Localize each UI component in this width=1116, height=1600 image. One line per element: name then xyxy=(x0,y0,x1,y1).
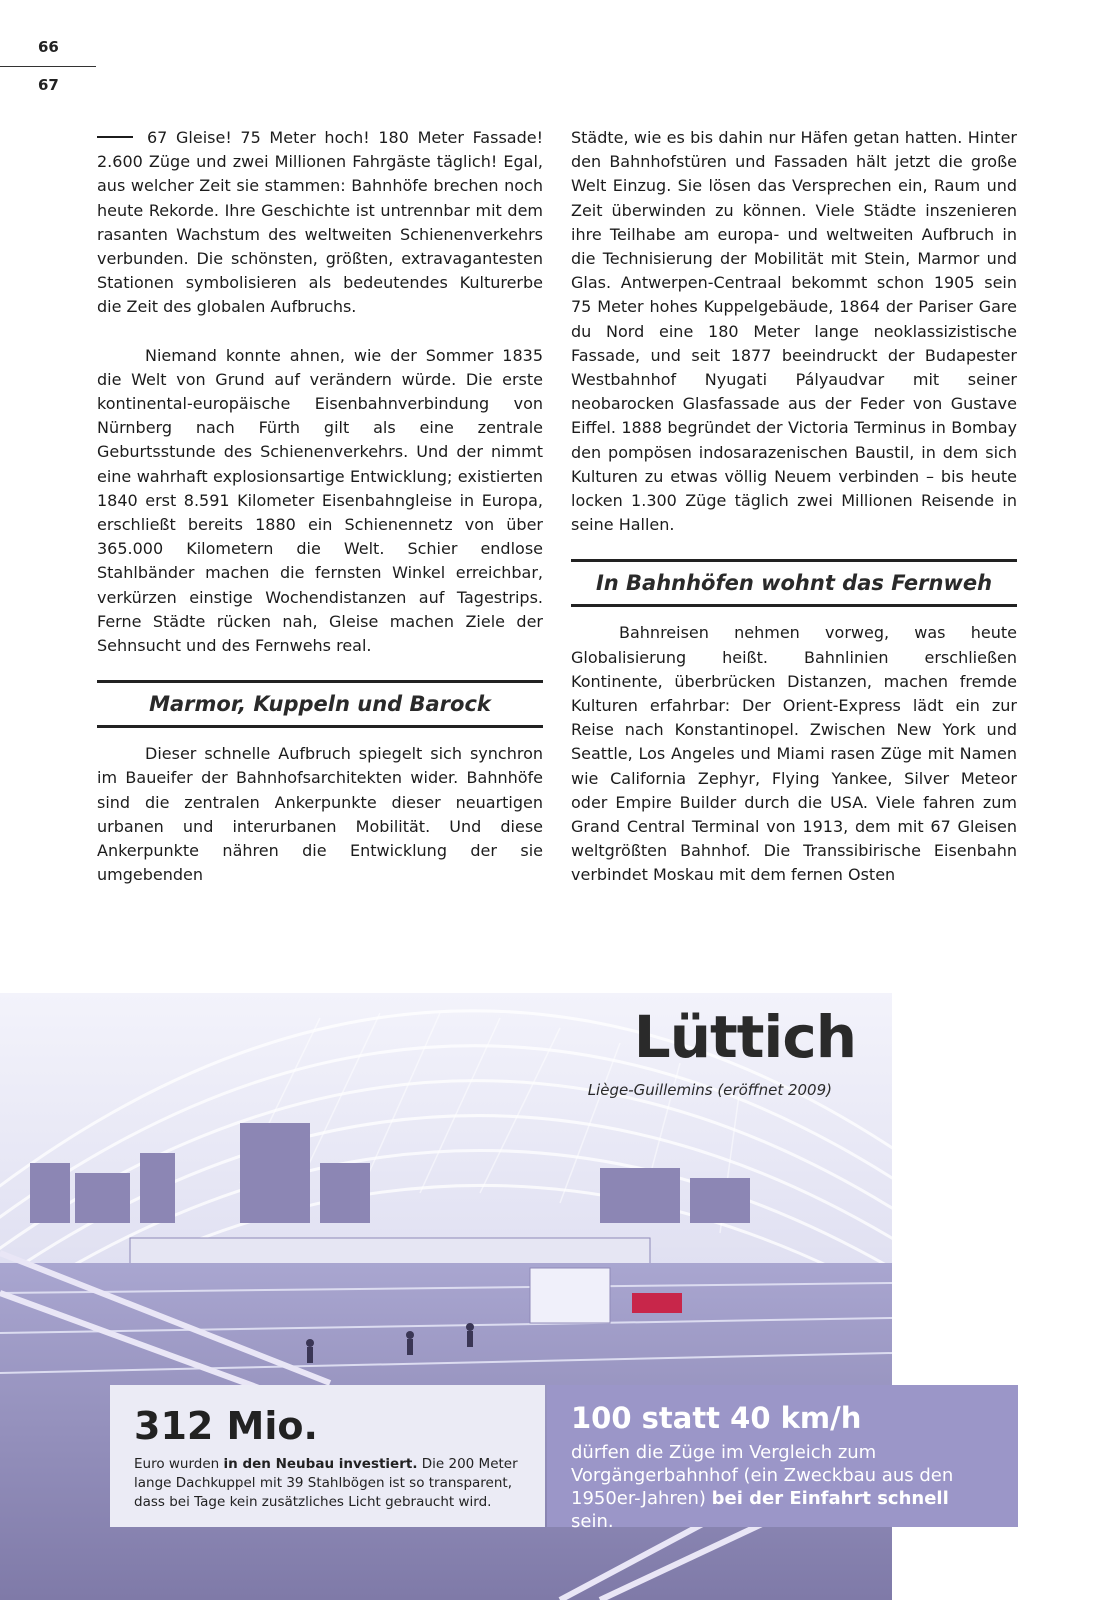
page-number-left: 66 xyxy=(38,38,59,56)
travel-paragraph: Bahnreisen nehmen vorweg, was heute Globalisierung heißt. Bahnlinien erschließen Kontinente, überbrücken Distanzen, machen fremde Kulturen erfahrbar: Der Orient-Express lädt ein zur Reise nach Konstantinopel. Zwischen New York und Seattle, Los Angeles und Miami rasen Züge mit Namen wie California Zephyr, Flying Yankee, Silver Meteor oder Empire Builder durch die USA. Viele fahren zum Grand Central Terminal von 1913, dem mit 67 Gleisen weltgrößten Bahnhof. Die Transsibirische Eisenbahn verbindet Moskau mit dem fernen Osten xyxy=(571,623,1017,885)
city-title: Lüttich xyxy=(633,1003,856,1071)
page-number-divider xyxy=(0,66,96,67)
architecture-paragraph: Dieser schnelle Aufbruch spiegelt sich synchron im Baueifer der Bahnhofsarchitekten wider. Bahnhöfe sind die zentralen Ankerpunkte dieser neuartigen urbanen und interurbanen Mobilität. Und diese Ankerpunkte nähren die Entwicklung der sie umgebenden xyxy=(97,744,543,885)
investment-text: Euro wurden in den Neubau investiert. Die 200 Meter lange Dachkuppel mit 39 Stahlbögen ist so transparent, dass bei Tage kein zusätzliches Licht gebraucht wird. xyxy=(134,1456,518,1510)
fact-box-investment xyxy=(110,1385,545,1527)
train xyxy=(130,1238,650,1266)
intro-paragraph: 67 Gleise! 75 Meter hoch! 180 Meter Fassade! 2.600 Züge und zwei Millionen Fahrgäste täglich! Egal, aus welcher Zeit sie stammen: Bahnhöfe brechen noch heute Rekorde. Ihre Geschichte ist untrennbar mit dem rasanten Wachstum des weltweiten Schienenverkehrs verbunden. Die schönsten, größten, extravagantesten Stationen symbolisieren als bedeutendes Kulturerbe die Zeit des globalen Aufbruchs. xyxy=(97,128,543,317)
investment-figure: 312 Mio. xyxy=(134,1404,318,1448)
fact-box-speed xyxy=(547,1385,1018,1532)
kiosk xyxy=(530,1268,610,1323)
lead-dash xyxy=(97,136,133,138)
cities-paragraph: Städte, wie es bis dahin nur Häfen getan hatten. Hinter den Bahnhofstüren und Fassaden hält jetzt die große Welt Einzug. Sie lösen das Versprechen ein, Raum und Zeit überwinden zu können. Viele Städte inszenieren ihre Teilhabe am europa- und weltweiten Aufbruch in die Technisierung der Mobilität mit Stein, Marmor und Glas. Antwerpen-Centraal bekommt schon 1905 sein 75 Meter hohes Kuppelgebäude, 1864 der Pariser Gare du Nord eine 180 Meter lange neoklassizistische Fassade, und seit 1877 beeindruckt der Budapester Westbahnhof Nyugati Pályaudvar mit seiner neobarocken Glasfassade aus der Feder von Gustave Eiffel. 1888 begründet der Victoria Terminus in Bombay den pompösen indosarazenischen Baustil, in dem sich Kulturen zu etwas völlig Neuem verbinden – bis heute locken 1.300 Züge täglich zwei Millionen Reisende in seine Hallen. xyxy=(571,128,1017,535)
speed-figure: 100 statt 40 km/h xyxy=(571,1401,862,1435)
right-column xyxy=(571,126,1017,888)
page-number-right: 67 xyxy=(38,76,59,94)
section-heading-fernweh: In Bahnhöfen wohnt das Fernweh xyxy=(571,559,1017,607)
speed-text: dürfen die Züge im Vergleich zum Vorgängerbahnhof (ein Zweckbau aus den 1950er-Jahren) bei der Einfahrt schnell sein. xyxy=(571,1442,954,1532)
station-subtitle: Liège-Guillemins (eröffnet 2009) xyxy=(587,1081,832,1099)
left-column xyxy=(97,126,543,887)
section-heading-marmor: Marmor, Kuppeln und Barock xyxy=(97,680,543,728)
history-paragraph: Niemand konnte ahnen, wie der Sommer 1835 die Welt von Grund auf verändern würde. Die erste kontinental-europäische Eisenbahnverbindung von Nürnberg nach Fürth gilt als eine zentrale Geburtsstunde des Schienenverkehrs. Und der nimmt eine wahrhaft explosionsartige Entwicklung; existierten 1840 erst 8.591 Kilometer Eisenbahngleise in Europa, erschließt bereits 1880 ein Schienennetz von über 365.000 Kilometern die Welt. Schier endlose Stahlbänder machen die fernsten Winkel erreichbar, verkürzen einstige Wochendistanzen auf Tagestrips. Ferne Städte rücken nah, Gleise machen Ziele der Sehnsucht und des Fernwehs real. xyxy=(97,345,543,656)
crowd-red xyxy=(632,1293,682,1313)
